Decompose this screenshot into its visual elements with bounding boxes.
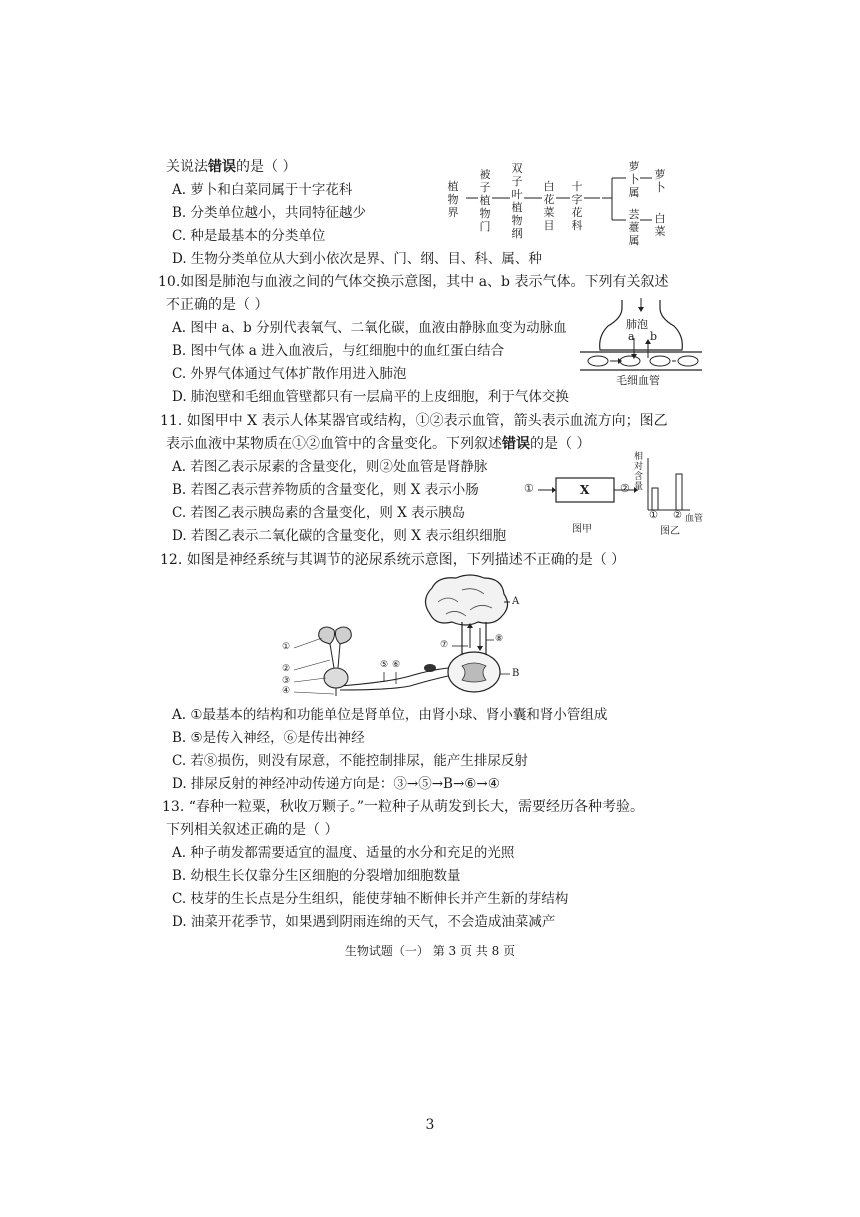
node-phylum: 被子植物门 bbox=[479, 168, 491, 233]
nervous-urinary-diagram bbox=[280, 572, 530, 700]
q10-option-b: B. 图中气体 a 进入血液后，与红细胞中的血红蛋白结合 bbox=[172, 343, 505, 359]
classification-diagram bbox=[440, 158, 670, 250]
q13-stem-line1: 13. “春种一粒粟，秋收万颗子。”一粒种子从萌发到长大，需要经历各种考验。 bbox=[162, 799, 645, 815]
label-A: A bbox=[512, 596, 520, 607]
q9-option-b: B. 分类单位越小，共同特征越少 bbox=[172, 205, 367, 221]
node-species-cabbage: 白菜 bbox=[654, 212, 666, 238]
label-1: ① bbox=[282, 642, 291, 652]
q13-option-a: A. 种子萌发都需要适宜的温度、适量的水分和充足的光照 bbox=[172, 845, 515, 861]
chart-xlabel: 血管 bbox=[685, 514, 704, 524]
q9-option-a: A. 萝卜和白菜同属于十字花科 bbox=[172, 182, 353, 198]
label-gas-b: b bbox=[650, 330, 658, 343]
q10-stem-line1: 10.如图是肺泡与血液之间的气体交换示意图，其中 a、b 表示气体。下列有关叙述 bbox=[158, 274, 669, 290]
q11-option-c: C. 若图乙表示胰岛素的含量变化，则 X 表示胰岛 bbox=[172, 505, 466, 521]
q10-stem-line2: 不正确的是（ ） bbox=[166, 297, 269, 313]
q12-option-c: C. 若⑧损伤，则没有尿意，不能控制排尿，能产生排尿反射 bbox=[172, 753, 528, 769]
blood-vessel-diagram bbox=[520, 452, 710, 536]
q11-stem-line1: 11. 如图甲中 X 表示人体某器官或结构，①②表示血管，箭头表示血流方向；图乙 bbox=[160, 413, 668, 429]
label-bar-1: ① bbox=[649, 510, 658, 521]
label-x: X bbox=[580, 483, 590, 497]
q10-option-d: D. 肺泡壁和毛细血管壁都只有一层扁平的上皮细胞，利于气体交换 bbox=[172, 389, 569, 405]
label-fig-b: 图乙 bbox=[660, 526, 680, 537]
node-family: 十字花科 bbox=[571, 180, 583, 232]
q11-option-b: B. 若图乙表示营养物质的含量变化，则 X 表示小肠 bbox=[172, 482, 479, 498]
q13-option-c: C. 枝芽的生长点是分生组织，能使芽轴不断伸长并产生新的芽结构 bbox=[172, 891, 569, 907]
label-6: ⑥ bbox=[392, 660, 401, 670]
q12-option-d: D. 排尿反射的神经冲动传递方向是：③→⑤→B→⑥→④ bbox=[172, 776, 500, 792]
label-2: ② bbox=[282, 664, 291, 674]
label-vessel-2: ② bbox=[620, 482, 630, 495]
q13-option-b: B. 幼根生长仅靠分生区细胞的分裂增加细胞数量 bbox=[172, 868, 461, 884]
q9-option-c: C. 种是最基本的分类单位 bbox=[172, 228, 326, 244]
q10-option-a: A. 图中 a、b 分别代表氧气、二氧化碳，血液由静脉血变为动脉血 bbox=[172, 320, 567, 336]
q10-option-c: C. 外界气体通过气体扩散作用进入肺泡 bbox=[172, 366, 407, 382]
label-8: ⑧ bbox=[495, 634, 504, 644]
q11-option-a: A. 若图乙表示尿素的含量变化，则②处血管是肾静脉 bbox=[172, 459, 488, 475]
q13-option-d: D. 油菜开花季节，如果遇到阴雨连绵的天气，不会造成油菜减产 bbox=[172, 914, 556, 930]
alveolus-diagram bbox=[578, 296, 704, 388]
label-B: B bbox=[512, 668, 520, 679]
label-vessel-1: ① bbox=[524, 482, 534, 495]
q13-stem-line2: 下列相关叙述正确的是（ ） bbox=[166, 822, 339, 838]
node-order: 白花菜目 bbox=[543, 180, 555, 232]
q9-stem: 关说法错误的是（ ） bbox=[166, 159, 297, 175]
q12-option-b: B. ⑤是传入神经，⑥是传出神经 bbox=[172, 730, 365, 746]
q11-option-d: D. 若图乙表示二氧化碳的含量变化，则 X 表示组织细胞 bbox=[172, 528, 507, 544]
label-bar-2: ② bbox=[673, 510, 682, 521]
q11-stem-line2: 表示血液中某物质在①②血管中的含量变化。下列叙述错误的是（ ） bbox=[166, 436, 591, 452]
q12-stem: 12. 如图是神经系统与其调节的泌尿系统示意图，下列描述不正确的是（ ） bbox=[160, 552, 626, 568]
label-fig-a: 图甲 bbox=[572, 524, 592, 535]
page-footer: 生物试题（一） 第 3 页 共 8 页 bbox=[344, 944, 516, 958]
label-5: ⑤ bbox=[380, 660, 389, 670]
node-genus-radish: 萝卜属 bbox=[628, 160, 640, 199]
node-species-radish: 萝卜 bbox=[654, 168, 666, 194]
label-gas-a: a bbox=[628, 330, 635, 343]
q12-option-a: A. ①最基本的结构和功能单位是肾单位，由肾小球、肾小囊和肾小管组成 bbox=[172, 707, 608, 723]
label-capillary: 毛细血管 bbox=[616, 374, 660, 387]
label-alveolus: 肺泡 bbox=[626, 318, 648, 331]
label-3: ③ bbox=[282, 676, 291, 686]
q9-option-d: D. 生物分类单位从大到小依次是界、门、纲、目、科、属、种 bbox=[172, 251, 542, 267]
page-number: 3 bbox=[425, 1117, 435, 1133]
node-genus-brassica: 芸薹属 bbox=[628, 208, 640, 247]
node-class: 双子叶植物纲 bbox=[511, 162, 523, 240]
label-4: ④ bbox=[282, 686, 291, 696]
node-kingdom: 植物界 bbox=[447, 180, 459, 219]
chart-ylabel: 相对含量 bbox=[633, 452, 643, 492]
label-7: ⑦ bbox=[440, 640, 449, 650]
